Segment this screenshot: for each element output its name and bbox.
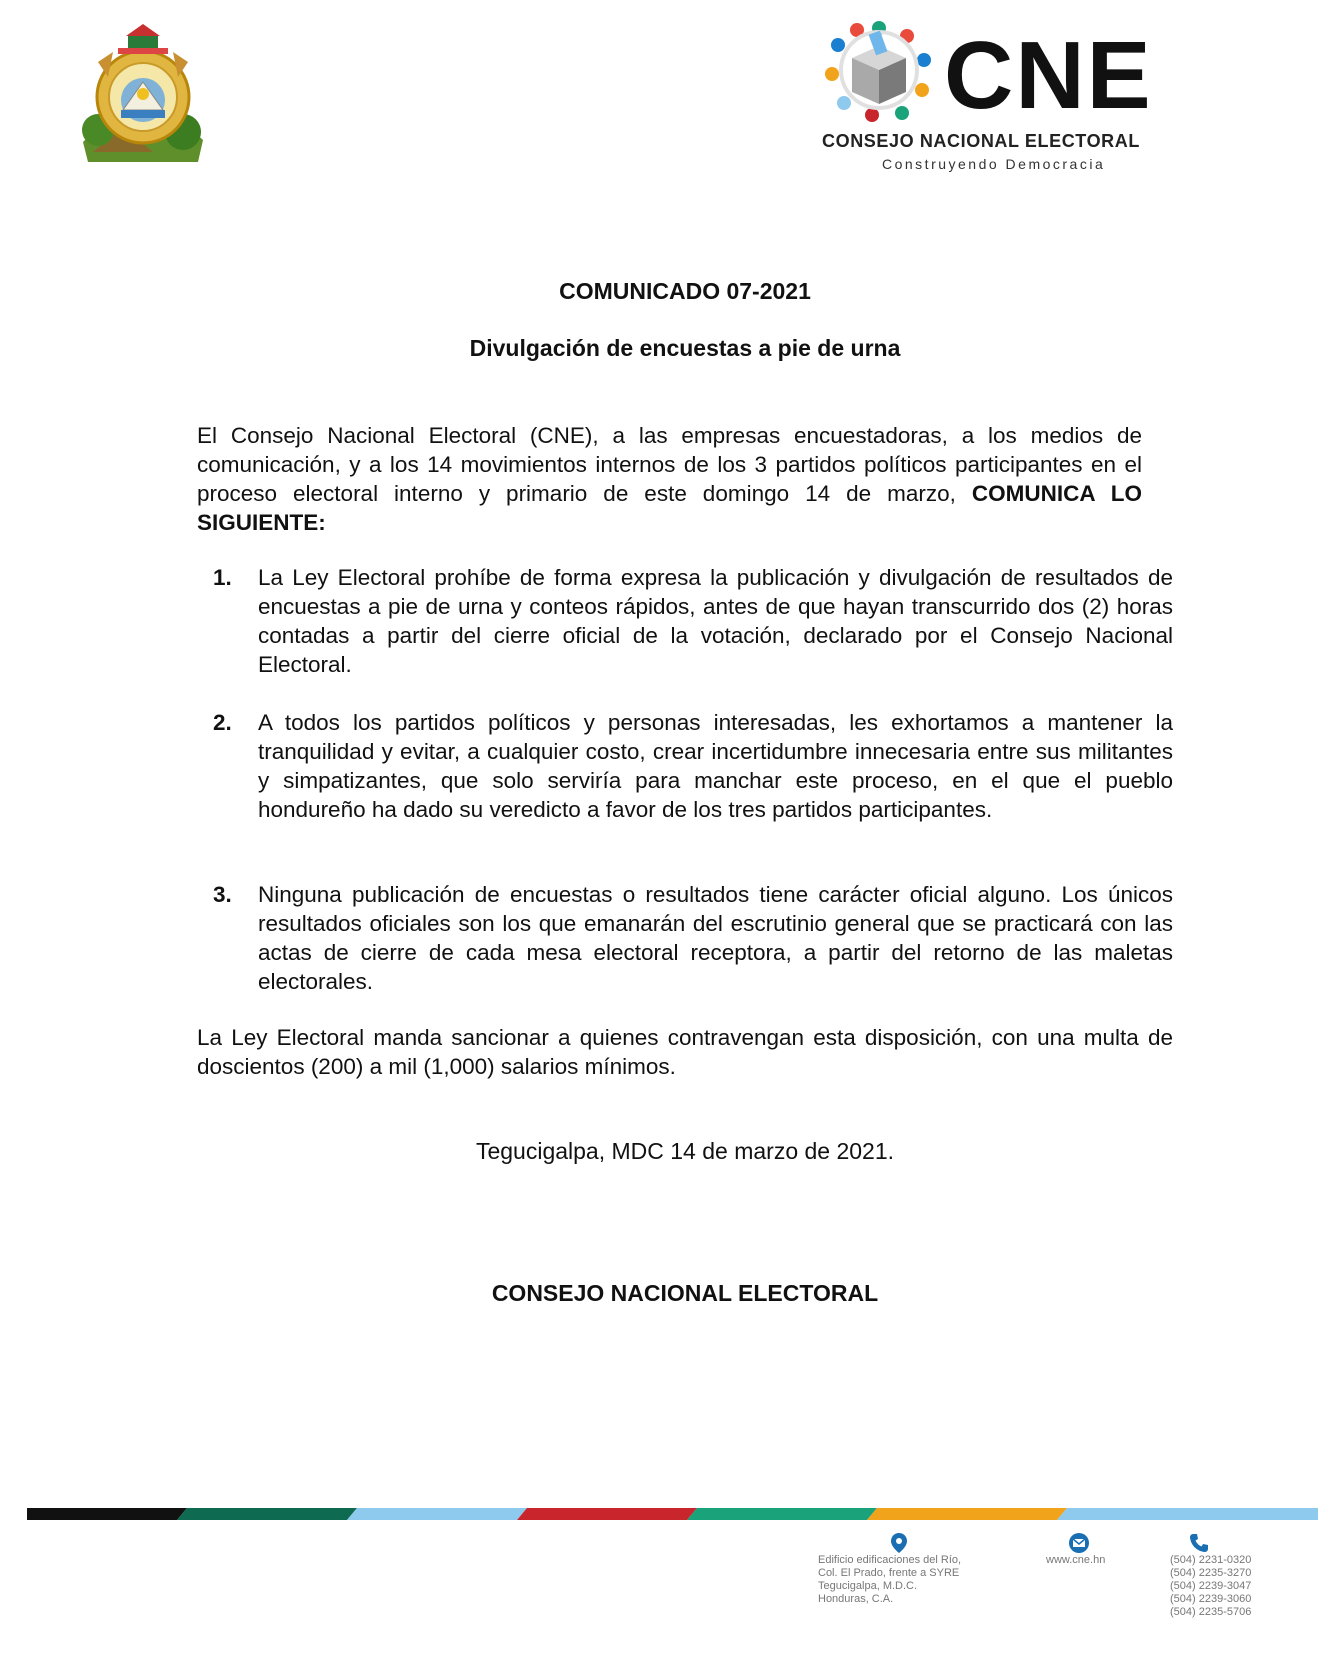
cne-logo [822, 18, 1192, 178]
list-item-number: 1. [213, 565, 232, 590]
list-item-text: Ninguna publicación de encuestas o resultados tiene carácter oficial alguno. Los únicos resultados oficiales son los que emanarán del escrutinio general que se practicará con las actas de cierre de cada mesa electoral receptora, a partir del retorno de las maletas electorales. [258, 882, 1173, 994]
cne-slogan: Construyendo Democracia [882, 156, 1106, 172]
footer-contact [818, 1532, 1298, 1652]
cne-logo-wordmark: CNE [944, 22, 1153, 129]
intro-text: El Consejo Nacional Electoral (CNE), a las empresas encuestadoras, a los medios de comunicación, y a los 14 movimientos internos de los 3 partidos políticos participantes en el proceso electoral interno y primario de este domingo 14 de marzo, [197, 423, 1142, 506]
honduras-seal-emblem [78, 22, 208, 170]
closing-paragraph: La Ley Electoral manda sancionar a quienes contravengan esta disposición, con una multa de doscientos (200) a mil (1,000) salarios mínimos. [197, 1025, 1173, 1079]
footer-color-band [27, 1508, 1318, 1520]
document-subtitle: Divulgación de encuestas a pie de urna [469, 335, 901, 361]
location-pin-icon [888, 1532, 910, 1554]
phone-icon [1188, 1532, 1210, 1554]
footer-phones: (504) 2231-0320 (504) 2235-3270 (504) 2239-3047 (504) 2239-3060 (504) 2235-5706 [1170, 1554, 1252, 1618]
list-item-number: 3. [213, 882, 232, 907]
footer-website[interactable]: www.cne.hn [1046, 1554, 1106, 1566]
intro-bold-text: COMUNICA LO SIGUIENTE: [197, 481, 1142, 535]
list-item-number: 2. [213, 710, 232, 735]
ballot-box-icon [822, 18, 937, 123]
intro-paragraph [197, 421, 1142, 537]
cne-full-name: CONSEJO NACIONAL ELECTORAL [822, 131, 1140, 151]
email-icon [1068, 1532, 1090, 1554]
signature: CONSEJO NACIONAL ELECTORAL [491, 1280, 879, 1306]
footer-address: Edificio edificaciones del Río, Col. El Prado, frente a SYRE Tegucigalpa, M.D.C. Honduras, C.A. [818, 1554, 962, 1605]
list-item-text: La Ley Electoral prohíbe de forma expresa la publicación y divulgación de resultados de encuestas a pie de urna y conteos rápidos, antes de que hayan transcurrido dos (2) horas contadas a partir del cierre oficial de la votación, declarado por el Consejo Nacional Electoral. [258, 565, 1173, 677]
document-title: COMUNICADO 07-2021 [559, 278, 811, 304]
list-item-text: A todos los partidos políticos y personas interesadas, les exhortamos a mantener la tranquilidad y evitar, a cualquier costo, crear incertidumbre innecesaria entre sus militantes y simpatizantes, que solo serviría para manchar este proceso, en el que el pueblo hondureño ha dado su veredicto a favor de los tres partidos participantes. [258, 710, 1173, 822]
place-date: Tegucigalpa, MDC 14 de marzo de 2021. [475, 1138, 895, 1164]
